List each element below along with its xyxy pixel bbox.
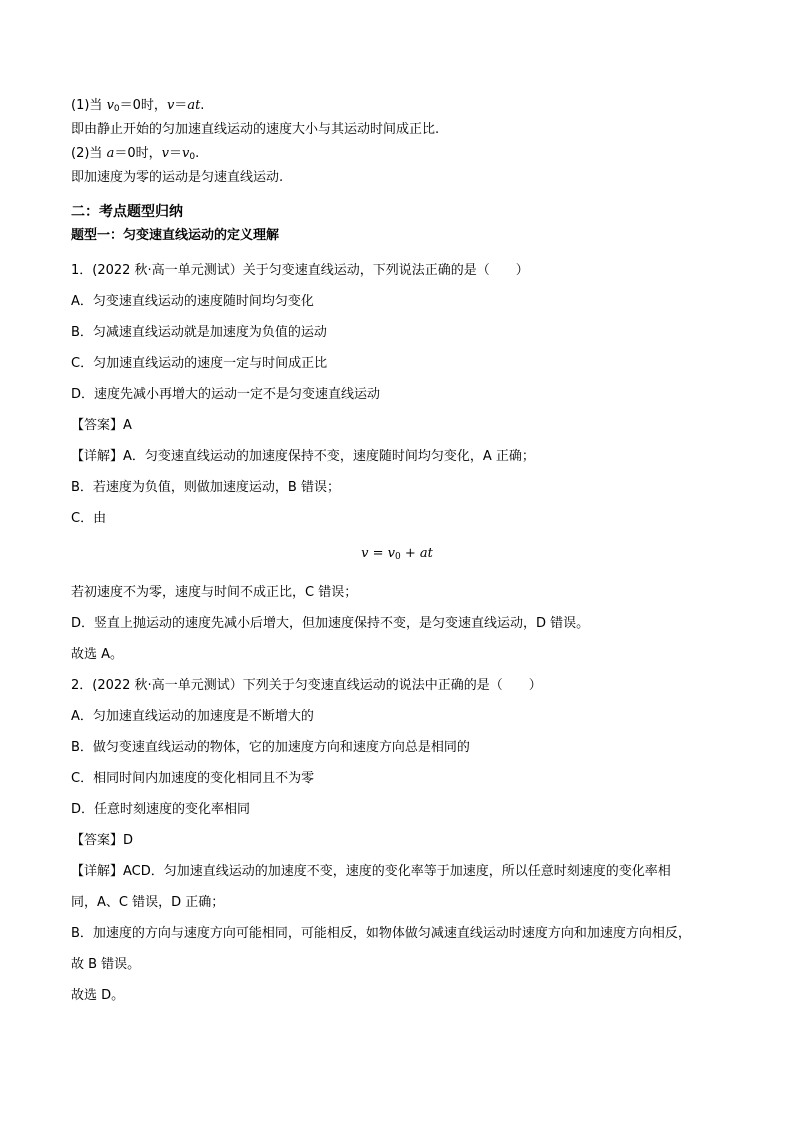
question-1-option-b: B．匀减速直线运动就是加速度为负值的运动 (71, 325, 327, 340)
question-2-detail-line: 故 B 错误。 (71, 957, 141, 972)
question-1-answer: 【答案】A (71, 418, 132, 433)
question-1-stem: 1．(2022 秋·高一单元测试）关于匀变速直线运动，下列说法正确的是（ ） (71, 263, 529, 278)
topic-title: 题型一：匀变速直线运动的定义理解 (71, 228, 280, 243)
question-2-answer: 【答案】D (71, 833, 134, 848)
question-2-stem: 2．(2022 秋·高一单元测试）下列关于匀变速直线运动的说法中正确的是（ ） (71, 678, 542, 693)
question-1-detail-line: 故选 A。 (71, 647, 124, 662)
condition-2-note: 即加速度为零的运动是匀速直线运动. (71, 170, 284, 185)
condition-1: (1)当 $v_0=0$时，v＝at. (71, 98, 205, 114)
question-2-option-c: C．相同时间内加速度的变化相同且不为零 (71, 771, 315, 786)
question-2-detail-line: 故选 D。 (71, 988, 125, 1003)
question-2-detail-line: B．加速度的方向与速度方向可能相同，可能相反，如物体做匀减速直线运动时速度方向和加速度方向相反， (71, 926, 691, 941)
question-2-option-b: B．做匀变速直线运动的物体，它的加速度方向和速度方向总是相同的 (71, 740, 470, 755)
condition-1-note: 即由静止开始的匀加速直线运动的速度大小与其运动时间成正比. (71, 122, 440, 137)
question-1-detail-line: 若初速度不为零，速度与时间不成正比，C 错误； (71, 585, 358, 600)
question-1-option-a: A．匀变速直线运动的速度随时间均匀变化 (71, 294, 314, 309)
question-2-detail-line: 同，A、C 错误，D 正确； (71, 895, 225, 910)
question-1-detail-line: B．若速度为负值，则做加速度运动，B 错误； (71, 480, 340, 495)
question-2-detail-line: 【详解】ACD．匀加速直线运动的加速度不变，速度的变化率等于加速度，所以任意时刻速度的变化率相 (71, 864, 671, 879)
question-2-option-d: D．任意时刻速度的变化率相同 (71, 802, 251, 817)
question-1-option-d: D．速度先减小再增大的运动一定不是匀变速直线运动 (71, 387, 381, 402)
question-1-detail-line: 【详解】A．匀变速直线运动的加速度保持不变，速度随时间均匀变化，A 正确； (71, 449, 535, 464)
question-1-option-c: C．匀加速直线运动的速度一定与时间成正比 (71, 356, 328, 371)
section-title: 二：考点题型归纳 (71, 204, 183, 220)
question-2-option-a: A．匀加速直线运动的加速度是不断增大的 (71, 709, 314, 724)
question-1-detail-line: D．竖直上抛运动的速度先减小后增大，但加速度保持不变，是匀变速直线运动，D 错误。 (71, 616, 590, 631)
condition-2: (2)当 a＝0时，$v=v_0$. (71, 146, 200, 162)
velocity-formula: $v = v_0$ + at (361, 546, 433, 562)
question-1-detail-line: C．由 (71, 511, 107, 526)
